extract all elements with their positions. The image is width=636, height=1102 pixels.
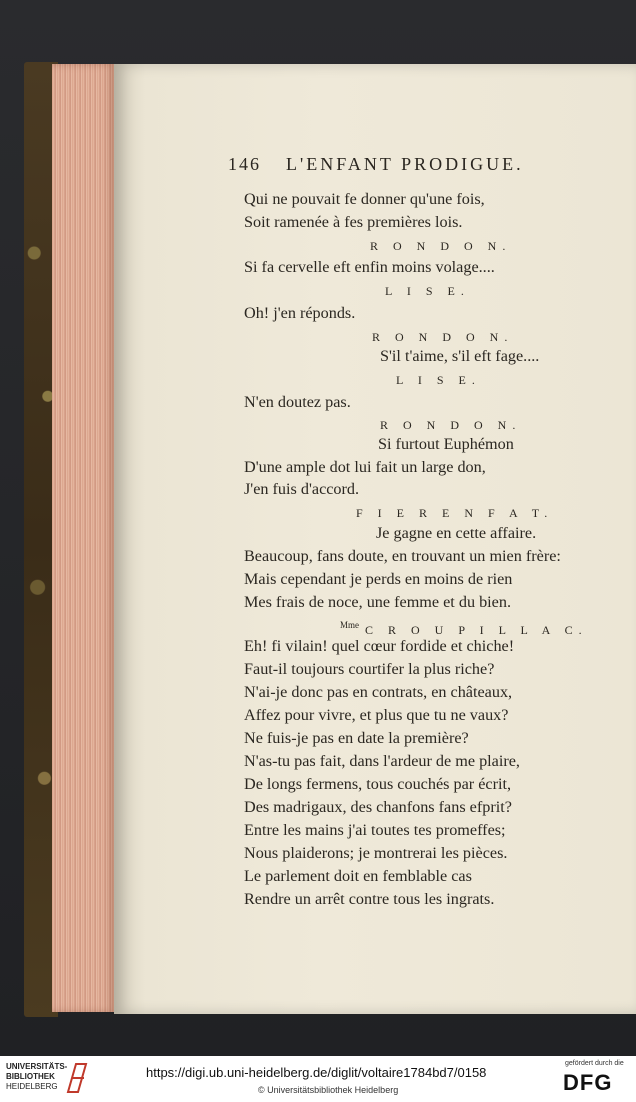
verse-line: Je gagne en cette affaire.: [376, 524, 537, 542]
speaker-name: F I E R E N F A T.: [356, 506, 554, 520]
verse-line: Le parlement doit en femblable cas: [244, 867, 472, 885]
verse-line: Soit ramenée à fes premières lois.: [244, 213, 463, 231]
verse-line: Nous plaiderons; je montrerai les pièces.: [244, 844, 508, 862]
speaker-title-prefix: Mme: [340, 620, 359, 630]
library-name-line1: UNIVERSITÄTS-: [6, 1062, 68, 1071]
verse-line: Mais cependant je perds en moins de rien: [244, 570, 513, 588]
library-emblem-icon: [66, 1062, 88, 1094]
library-name-line3: HEIDELBERG: [6, 1082, 58, 1091]
speaker-name: R O N D O N.: [370, 239, 512, 253]
copyright-notice: © Universitätsbibliothek Heidelberg: [258, 1085, 399, 1095]
viewer-footer: [0, 1056, 636, 1102]
funder-note: gefördert durch die: [565, 1060, 624, 1067]
speaker-name: L I S E.: [385, 284, 470, 298]
verse-line: N'as-tu pas fait, dans l'ardeur de me plaire,: [244, 752, 520, 770]
verse-line: Oh! j'en réponds.: [244, 304, 356, 322]
verse-line: Eh! fi vilain! quel cœur fordide et chiche!: [244, 637, 515, 655]
verse-line: J'en fuis d'accord.: [244, 480, 360, 498]
verse-line: Ne fuis-je pas en date la première?: [244, 729, 469, 747]
page-url-link[interactable]: https://digi.ub.uni-heidelberg.de/diglit/voltaire1784bd7/0158: [146, 1065, 487, 1080]
verse-line: Mes frais de noce, une femme et du bien.: [244, 593, 511, 611]
verse-line: Si furtout Euphémon: [378, 435, 514, 453]
page-number: 146: [228, 154, 261, 174]
verse-line: N'ai-je donc pas en contrats, en châteaux,: [244, 683, 513, 701]
running-title: L'ENFANT PRODIGUE.: [286, 154, 524, 174]
verse-line: Faut-il toujours courtifer la plus riche?: [244, 660, 495, 678]
verse-line: Entre les mains j'ai toutes tes promeffes;: [244, 821, 506, 839]
verse-line: D'une ample dot lui fait un large don,: [244, 458, 486, 476]
speaker-name: $^{Mme}$ C R O U P I L L A C.: [340, 620, 588, 637]
verse-line: Beaucoup, fans doute, en trouvant un mien frère:: [244, 547, 561, 565]
verse-line: Qui ne pouvait fe donner qu'une fois,: [244, 190, 485, 208]
dfg-logo[interactable]: DFG: [563, 1070, 613, 1095]
verse-line: Des madrigaux, des chanfons fans efprit?: [244, 798, 512, 816]
page-header: [228, 154, 568, 182]
speaker-name: L I S E.: [396, 373, 481, 387]
verse-line: S'il t'aime, s'il eft fage....: [380, 347, 540, 365]
speaker-name: R O N D O N.: [372, 330, 514, 344]
speaker-name: R O N D O N.: [380, 418, 522, 432]
verse-line: Rendre un arrêt contre tous les ingrats.: [244, 890, 495, 908]
verse-line: N'en doutez pas.: [244, 393, 351, 411]
page-edges: [52, 64, 116, 1012]
verse-line: Si fa cervelle eft enfin moins volage....: [244, 258, 495, 276]
verse-line: Affez pour vivre, et plus que tu ne vaux?: [244, 706, 509, 724]
verse-line: De longs fermens, tous couchés par écrit,: [244, 775, 512, 793]
library-name-line2: BIBLIOTHEK: [6, 1072, 55, 1081]
